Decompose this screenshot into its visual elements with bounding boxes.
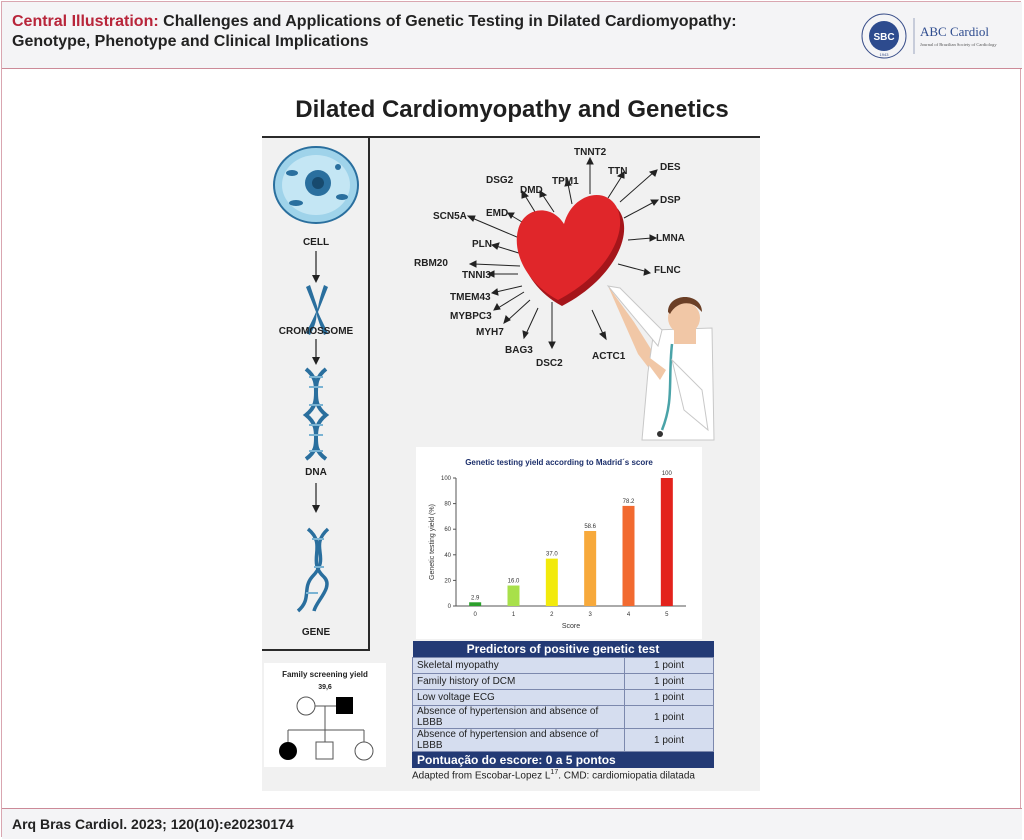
svg-text:SBC: SBC xyxy=(873,32,895,43)
predictor-points: 1 point xyxy=(625,706,714,729)
y-tick-label: 80 xyxy=(444,501,451,508)
predictor-row xyxy=(413,729,714,752)
gene-label-tmem43: TMEM43 xyxy=(450,292,491,303)
x-tick-label: 1 xyxy=(511,612,516,618)
x-tick-label: 4 xyxy=(626,612,631,618)
stage-cell-label: CELL xyxy=(302,237,330,248)
gene-label-flnc: FLNC xyxy=(654,265,681,276)
svg-text:1943: 1943 xyxy=(879,52,889,57)
chart-title: Genetic testing yield according to Madrid´s score xyxy=(465,458,653,467)
citation: Arq Bras Cardiol. 2023; 120(10):e20230174 xyxy=(12,816,294,832)
gene-label-tnni3: TNNI3 xyxy=(462,270,491,281)
svg-text:ABC Cardiol: ABC Cardiol xyxy=(920,24,989,39)
gene-label-emd: EMD xyxy=(486,208,509,219)
predictor-label: Skeletal myopathy xyxy=(413,658,625,674)
predictor-label: Absence of hypertension and absence of LBBB xyxy=(413,706,625,729)
bar-score-4 xyxy=(623,506,635,606)
gene-label-actc1: ACTC1 xyxy=(592,351,626,362)
y-tick-label: 40 xyxy=(444,552,451,559)
predictor-row xyxy=(413,690,714,706)
y-tick-label: 0 xyxy=(447,604,451,610)
score-range: Pontuação do escore: 0 a 5 pontos xyxy=(413,752,714,768)
bar-value-label: 78.2 xyxy=(622,498,635,505)
source-ref: 17 xyxy=(550,769,559,776)
gene-label-lmna: LMNA xyxy=(656,233,685,244)
predictor-row xyxy=(413,706,714,729)
stage-dna-label: DNA xyxy=(305,467,327,478)
source-suffix: . CMD: cardiomiopatia dilatada xyxy=(558,770,695,782)
bar-value-label: 2.9 xyxy=(470,595,480,602)
heart-icon xyxy=(517,195,624,306)
score-row xyxy=(413,752,714,768)
gene-label-dsp: DSP xyxy=(660,195,681,206)
bar-score-5 xyxy=(661,478,673,606)
source-prefix: Adapted from Escobar-Lopez L xyxy=(412,770,551,782)
cell-icon xyxy=(274,147,358,223)
x-tick-label: 5 xyxy=(665,612,669,618)
gene-label-tnnt2: TNNT2 xyxy=(574,147,607,158)
figure-title-text: Challenges and Applications of Genetic Testing in Dilated Cardiomyopathy: Genotype, Phenotype and Clinical Implications xyxy=(12,13,737,50)
predictor-label: Family history of DCM xyxy=(413,674,625,690)
bar-score-2 xyxy=(546,559,558,606)
gene-label-pln: PLN xyxy=(472,239,492,250)
svg-text:Journal of Brazilian Society o: Journal of Brazilian Society of Cardiology xyxy=(920,42,997,47)
y-tick-label: 20 xyxy=(444,578,451,585)
y-axis-title: Genetic testing yield (%) xyxy=(429,504,436,580)
gene-label-tpm1: TPM1 xyxy=(552,176,579,187)
x-tick-label: 3 xyxy=(588,612,592,618)
figure-label: Central Illustration: xyxy=(12,13,159,30)
x-axis-title: Score xyxy=(561,623,581,630)
gene-icon xyxy=(298,529,328,611)
predictor-points: 1 point xyxy=(625,690,714,706)
predictor-points: 1 point xyxy=(625,658,714,674)
predictor-row xyxy=(413,658,714,674)
stage-chromosome-label: CROMOSSOME xyxy=(278,326,354,337)
bar-score-3 xyxy=(584,531,596,606)
pathway-graphics xyxy=(262,137,370,651)
pedigree-father xyxy=(336,697,353,714)
pedigree-chart xyxy=(264,690,386,766)
gene-label-dsc2: DSC2 xyxy=(536,358,563,369)
predictor-points: 1 point xyxy=(625,729,714,752)
gene-label-rbm20: RBM20 xyxy=(414,258,448,269)
gene-label-scn5a: SCN5A xyxy=(433,211,467,222)
dna-icon xyxy=(306,369,326,459)
pedigree-mother xyxy=(297,697,315,715)
stage-gene-label: GENE xyxy=(301,627,331,638)
bar-value-label: 37.0 xyxy=(545,551,558,558)
bar-value-label: 58.6 xyxy=(584,523,597,530)
doctor-figure xyxy=(608,286,714,440)
gene-label-dsg2: DSG2 xyxy=(486,175,514,186)
y-tick-label: 60 xyxy=(444,527,451,534)
x-tick-label: 0 xyxy=(473,612,477,618)
predictor-label: Absence of hypertension and absence of LBBB xyxy=(413,729,625,752)
abc-cardiol-logo xyxy=(860,12,1010,60)
gene-label-dmd: DMD xyxy=(520,185,543,196)
bar-score-0 xyxy=(469,602,481,606)
predictors-title: Predictors of positive genetic test xyxy=(413,641,714,658)
figure-title xyxy=(12,12,812,52)
pedigree-child-affected xyxy=(279,742,297,760)
gene-label-mybpc3: MYBPC3 xyxy=(450,311,492,322)
family-title: Family screening yield xyxy=(282,670,368,679)
pedigree-child-daughter xyxy=(355,742,373,760)
bar-score-1 xyxy=(508,586,520,606)
predictor-row xyxy=(413,674,714,690)
pedigree-child-son xyxy=(316,742,333,759)
bar-value-label: 16.0 xyxy=(507,578,520,585)
yield-bar-chart xyxy=(416,470,702,636)
predictor-label: Low voltage ECG xyxy=(413,690,625,706)
y-tick-label: 100 xyxy=(440,476,451,482)
predictors-table xyxy=(412,641,714,768)
predictor-points: 1 point xyxy=(625,674,714,690)
bar-value-label: 100 xyxy=(661,471,672,477)
source-note xyxy=(412,769,695,781)
footer xyxy=(2,808,1022,839)
gene-label-ttn: TTN xyxy=(608,166,628,177)
gene-label-bag3: BAG3 xyxy=(505,345,533,356)
gene-label-myh7: MYH7 xyxy=(476,327,504,338)
gene-label-des: DES xyxy=(660,162,681,173)
header xyxy=(2,2,1022,69)
main-title: Dilated Cardiomyopathy and Genetics xyxy=(295,96,729,123)
x-tick-label: 2 xyxy=(550,612,554,618)
family-yield-value: 39,6 xyxy=(318,684,332,691)
